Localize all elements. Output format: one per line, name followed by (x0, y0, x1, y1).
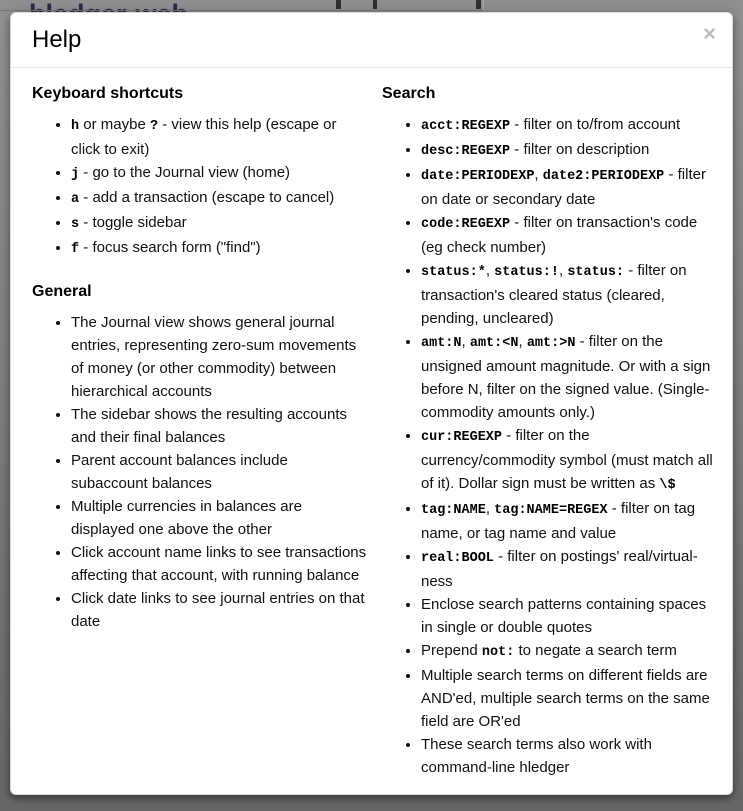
code-term: tag:NAME=REGEX (494, 503, 608, 518)
list-item (71, 236, 368, 261)
text-segment: These search terms also work with command-line hledger (421, 736, 652, 776)
code-term: real:BOOL (421, 551, 494, 566)
code-term: a (71, 192, 80, 207)
keyboard-shortcuts-list (32, 113, 368, 261)
list-item (421, 163, 717, 211)
list-item (421, 330, 717, 424)
list-item (421, 259, 717, 330)
list-item (71, 113, 368, 161)
code-term: status:! (494, 265, 559, 280)
list-item (71, 403, 368, 449)
list-item (421, 639, 717, 664)
text-segment: Click date links to see journal entries on that date (71, 590, 365, 630)
list-item (71, 211, 368, 236)
code-term: code:REGEXP (421, 217, 511, 232)
section-heading-general: General (32, 283, 92, 300)
list-item (421, 424, 717, 497)
code-term: \$ (659, 478, 676, 493)
code-term: acct:REGEXP (421, 119, 511, 134)
text-segment: - filter on date or secondary date (421, 166, 706, 208)
text-segment: - filter on tag name, or tag name and value (421, 500, 696, 542)
text-segment: The sidebar shows the resulting accounts and their final balances (71, 406, 347, 446)
list-item (71, 186, 368, 211)
section-heading-keyboard-shortcuts: Keyboard shortcuts (32, 85, 184, 102)
list-item (71, 311, 368, 403)
list-item (71, 541, 368, 587)
code-term: ? (149, 119, 159, 134)
text-segment: , (461, 333, 470, 350)
list-item (421, 211, 717, 259)
text-segment: - add a transaction (escape to cancel) (79, 189, 335, 206)
code-term: h (71, 119, 80, 134)
help-modal (10, 12, 733, 795)
list-item (421, 113, 717, 138)
code-term: status:* (421, 265, 486, 280)
text-segment: - focus search form ("find") (79, 239, 261, 256)
text-segment: - filter on transaction's code (eg check number) (421, 214, 698, 256)
text-segment: - filter on description (510, 141, 650, 158)
background-letter-top (373, 0, 377, 9)
list-item (421, 593, 717, 639)
text-segment: Multiple search terms on different fields are AND'ed, multiple search terms on the same field are OR'ed (421, 667, 710, 730)
code-term: tag:NAME (421, 503, 486, 518)
text-segment: - filter on transaction's cleared status (cleared, pending, uncleared) (421, 262, 687, 327)
list-item (71, 449, 368, 495)
code-term: not: (481, 645, 515, 660)
code-term: status: (567, 265, 625, 280)
list-item (71, 161, 368, 186)
text-segment: or maybe (79, 116, 150, 133)
modal-body (11, 68, 732, 804)
modal-header (11, 13, 732, 68)
text-segment: , (558, 262, 568, 279)
text-segment: Multiple currencies in balances are displayed one above the other (71, 498, 302, 538)
text-segment: , (485, 500, 495, 517)
code-term: amt:N (421, 336, 462, 351)
section-heading-search: Search (382, 85, 436, 102)
text-segment: - filter on the currency/commodity symbol (must match all of it). Dollar sign must be written as (421, 427, 713, 492)
code-term: desc:REGEXP (421, 144, 511, 159)
text-segment: , (518, 333, 527, 350)
background-column-divider (483, 0, 484, 12)
list-item (421, 664, 717, 733)
code-term: date:PERIODEXP (421, 169, 535, 184)
text-segment: Click account name links to see transactions affecting that account, with running balance (71, 544, 367, 584)
right-column (382, 85, 717, 789)
list-item (71, 587, 368, 633)
text-segment: The Journal view shows general journal entries, representing zero-sum movements of money (or other commodity) between hierarchical accounts (71, 314, 357, 400)
code-term: cur:REGEXP (421, 430, 503, 445)
text-segment: - filter on the unsigned amount magnitude. Or with a sign before N, filter on the signed value. (Single-commodity amounts only.) (421, 333, 711, 421)
left-column (32, 85, 382, 789)
text-segment: Parent account balances include subaccount balances (71, 452, 288, 492)
list-item (421, 545, 717, 593)
code-term: amt:>N (526, 336, 576, 351)
list-item (421, 497, 717, 545)
background-divider (0, 10, 483, 11)
list-item (421, 138, 717, 163)
text-segment: - go to the Journal view (home) (79, 164, 291, 181)
code-term: date2:PERIODEXP (542, 169, 665, 184)
text-segment: , (485, 262, 495, 279)
text-segment: Enclose search patterns containing spaces in single or double quotes (421, 596, 707, 636)
code-term: s (71, 217, 80, 232)
modal-title: Help (32, 26, 82, 53)
text-segment: Prepend (421, 642, 482, 659)
search-list (382, 113, 717, 779)
background-letter-top (336, 0, 341, 9)
background-page-backdrop[interactable] (0, 0, 743, 12)
list-item (421, 733, 717, 779)
code-term: j (71, 167, 80, 182)
text-segment: , (534, 166, 543, 183)
code-term: f (71, 242, 80, 257)
text-segment: - view this help (escape or click to exit) (71, 116, 337, 158)
general-list (32, 311, 368, 633)
text-segment: - filter on to/from account (510, 116, 681, 133)
background-letter-top (476, 0, 481, 9)
close-icon[interactable]: × (703, 21, 716, 46)
text-segment: - filter on postings' real/virtual-ness (421, 548, 698, 590)
text-segment: - toggle sidebar (79, 214, 187, 231)
text-segment: to negate a search term (514, 642, 677, 659)
code-term: amt:<N (469, 336, 519, 351)
list-item (71, 495, 368, 541)
